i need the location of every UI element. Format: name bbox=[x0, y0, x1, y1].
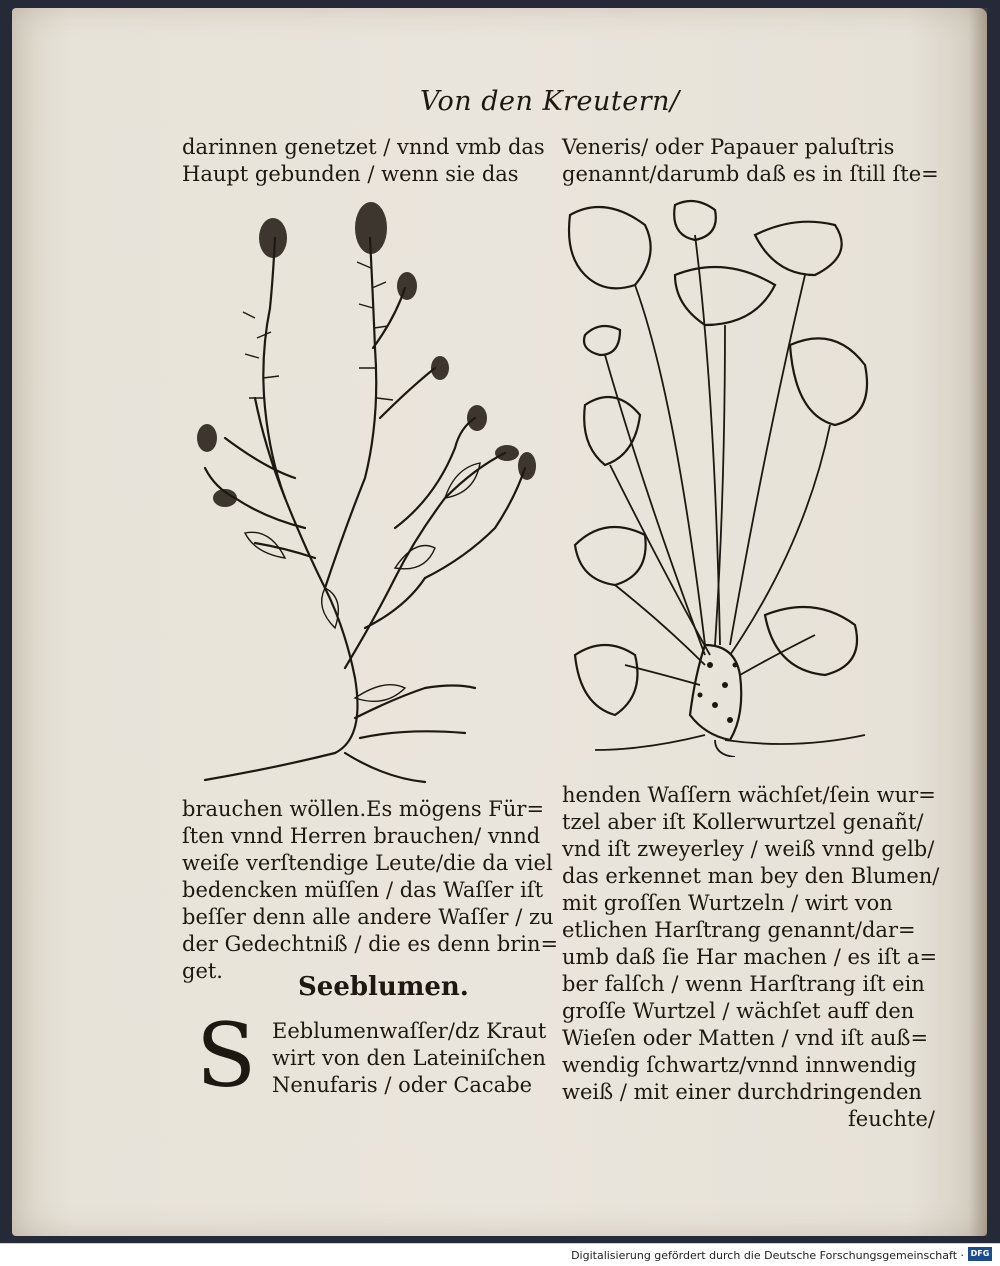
dfg-logo: DFG bbox=[968, 1247, 992, 1261]
text-line: weiß / mit einer durchdringenden bbox=[562, 1080, 922, 1104]
text-line: umb daß ſie Har machen / es iſt a= bbox=[562, 945, 938, 969]
page-edge-shadow bbox=[969, 8, 987, 1236]
text-line: tzel aber iſt Kollerwurtzel genañt/ bbox=[562, 810, 924, 834]
text-line: brauchen wöllen.Es mögens Für= bbox=[182, 797, 545, 821]
text-line: vnd iſt zweyerley / weiß vnnd gelb/ bbox=[562, 837, 935, 861]
text-line: ſten vnnd Herren brauchen/ vnnd bbox=[182, 824, 541, 848]
text-line: Nenufaris / oder Cacabe bbox=[272, 1073, 533, 1097]
section-heading: Seeblumen. bbox=[298, 972, 469, 1002]
text-line: Eeblumenwaſſer/dz Kraut bbox=[272, 1019, 547, 1043]
text-line: beſſer denn alle andere Waſſer / zu bbox=[182, 905, 554, 929]
text-line: weiſe verſtendige Leute/die da viel bbox=[182, 851, 553, 875]
drop-cap: S bbox=[196, 1004, 257, 1107]
text-line: wirt von den Lateiniſchen bbox=[272, 1046, 546, 1070]
text-line: wendig ſchwartz/vnnd innwendig bbox=[562, 1053, 917, 1077]
text-line: der Gedechtniß / die es denn brin= bbox=[182, 932, 559, 956]
text-line: etlichen Harſtrang genannt/dar= bbox=[562, 918, 916, 942]
text-line: groſſe Wurtzel / wächſet auff den bbox=[562, 999, 915, 1023]
running-header: Von den Kreutern/ bbox=[420, 86, 680, 117]
text-line: genannt/darumb daß es in ſtill ſte= bbox=[562, 162, 939, 186]
text-line: Veneris/ oder Papauer paluſtris bbox=[562, 135, 895, 159]
text-line: bedencken müſſen / das Waſſer iſt bbox=[182, 878, 544, 902]
text-line: mit groſſen Wurtzeln / wirt von bbox=[562, 891, 893, 915]
catchword: feuchte/ bbox=[848, 1107, 935, 1131]
text-line: das erkennet man bey den Blumen/ bbox=[562, 864, 940, 888]
text-line: henden Waſſern wächſet/ſein wur= bbox=[562, 783, 936, 807]
text-line: darinnen genetzet / vnnd vmb das bbox=[182, 135, 545, 159]
text-line: Wieſen oder Matten / vnd iſt auß= bbox=[562, 1026, 929, 1050]
text-line: Haupt gebunden / wenn sie das bbox=[182, 162, 519, 186]
plant-woodcut-illustration bbox=[195, 198, 545, 788]
text-line: get. bbox=[182, 959, 223, 983]
water-lily-woodcut-illustration bbox=[565, 195, 890, 757]
funding-credit: Digitalisierung gefördert durch die Deutsche Forschungsgemeinschaft · bbox=[571, 1249, 964, 1262]
text-line: ber falſch / wenn Harſtrang iſt ein bbox=[562, 972, 925, 996]
